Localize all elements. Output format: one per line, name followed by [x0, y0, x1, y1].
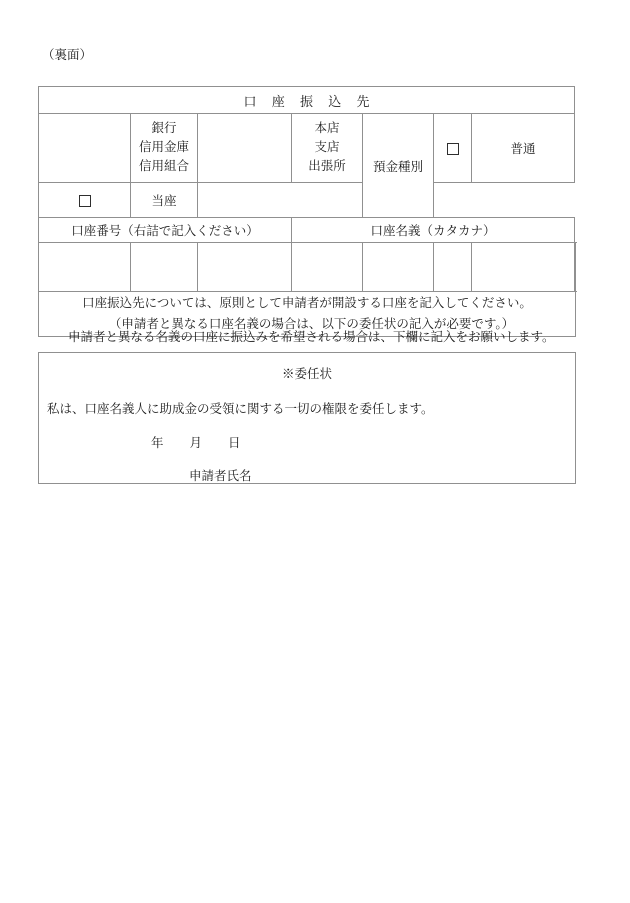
institution-type-cell: [131, 114, 198, 183]
power-of-attorney-title: ※委任状: [281, 367, 332, 381]
power-of-attorney-signature-label[interactable]: 申請者氏名: [189, 469, 252, 483]
institution-row: [39, 114, 576, 183]
account-digit-cell[interactable]: [363, 243, 434, 292]
account-digit-cell[interactable]: [292, 243, 363, 292]
deposit-kind-current-checkbox-cell[interactable]: [39, 183, 131, 218]
note-line-2: （申請者と異なる口座名義の場合は、以下の委任状の記入が必要です。）: [108, 317, 515, 331]
institution-type-credit-union[interactable]: 信用組合: [138, 159, 189, 173]
account-name-input-cell[interactable]: [575, 243, 576, 292]
deposit-kind-ordinary-checkbox-cell[interactable]: [434, 114, 472, 183]
account-digit-cell[interactable]: [198, 243, 292, 292]
date-day-label: 日: [228, 436, 241, 450]
bank-table-title: 口 座 振 込 先: [39, 87, 575, 114]
power-of-attorney-box: [38, 352, 576, 484]
account-headers-row: [39, 218, 576, 243]
institution-type-shinkin[interactable]: 信用金庫: [138, 140, 189, 154]
branch-name-input-cell[interactable]: [198, 114, 292, 183]
branch-type-head-office[interactable]: 本店: [314, 121, 340, 135]
branch-type-branch[interactable]: 支店: [314, 140, 340, 154]
deposit-kind-label: 預金種別: [363, 114, 434, 218]
bank-transfer-table: [38, 86, 576, 337]
back-side-label: （裏面）: [42, 48, 93, 62]
power-of-attorney-date-line[interactable]: [39, 433, 575, 453]
institution-type-bank[interactable]: 銀行: [151, 121, 177, 135]
date-month-label: 月: [189, 436, 203, 450]
lead-instruction-text: 申請者と異なる名義の口座に振込みを希望される場合は、下欄に記入をお願いします。: [68, 330, 555, 344]
note-line-1: 口座振込先については、原則として申請者が開設する口座を記入してください。: [82, 296, 532, 310]
date-year-label: 年: [151, 436, 164, 450]
account-name-header: 口座名義（カタカナ）: [292, 218, 575, 243]
branch-type-sub-branch[interactable]: 出張所: [308, 159, 346, 173]
institution-name-input-cell[interactable]: [39, 114, 131, 183]
deposit-kind-current-row: [39, 183, 576, 218]
branch-type-cell: [292, 114, 363, 183]
checkbox-icon-ordinary[interactable]: [447, 143, 459, 155]
account-number-cells-row: [39, 243, 576, 292]
account-number-header: 口座番号（右詰で記入ください）: [39, 218, 292, 243]
account-digit-cell[interactable]: [39, 243, 131, 292]
deposit-kind-current-label: 当座: [131, 183, 198, 218]
checkbox-icon-current[interactable]: [79, 195, 91, 207]
account-digit-cell[interactable]: [472, 243, 575, 292]
account-digit-cell[interactable]: [131, 243, 198, 292]
table-title-row: [39, 87, 576, 114]
power-of-attorney-body: 私は、口座名義人に助成金の受領に関する一切の権限を委任します。: [47, 402, 434, 416]
account-digit-cell[interactable]: [434, 243, 472, 292]
deposit-kind-ordinary-label: 普通: [472, 114, 575, 183]
